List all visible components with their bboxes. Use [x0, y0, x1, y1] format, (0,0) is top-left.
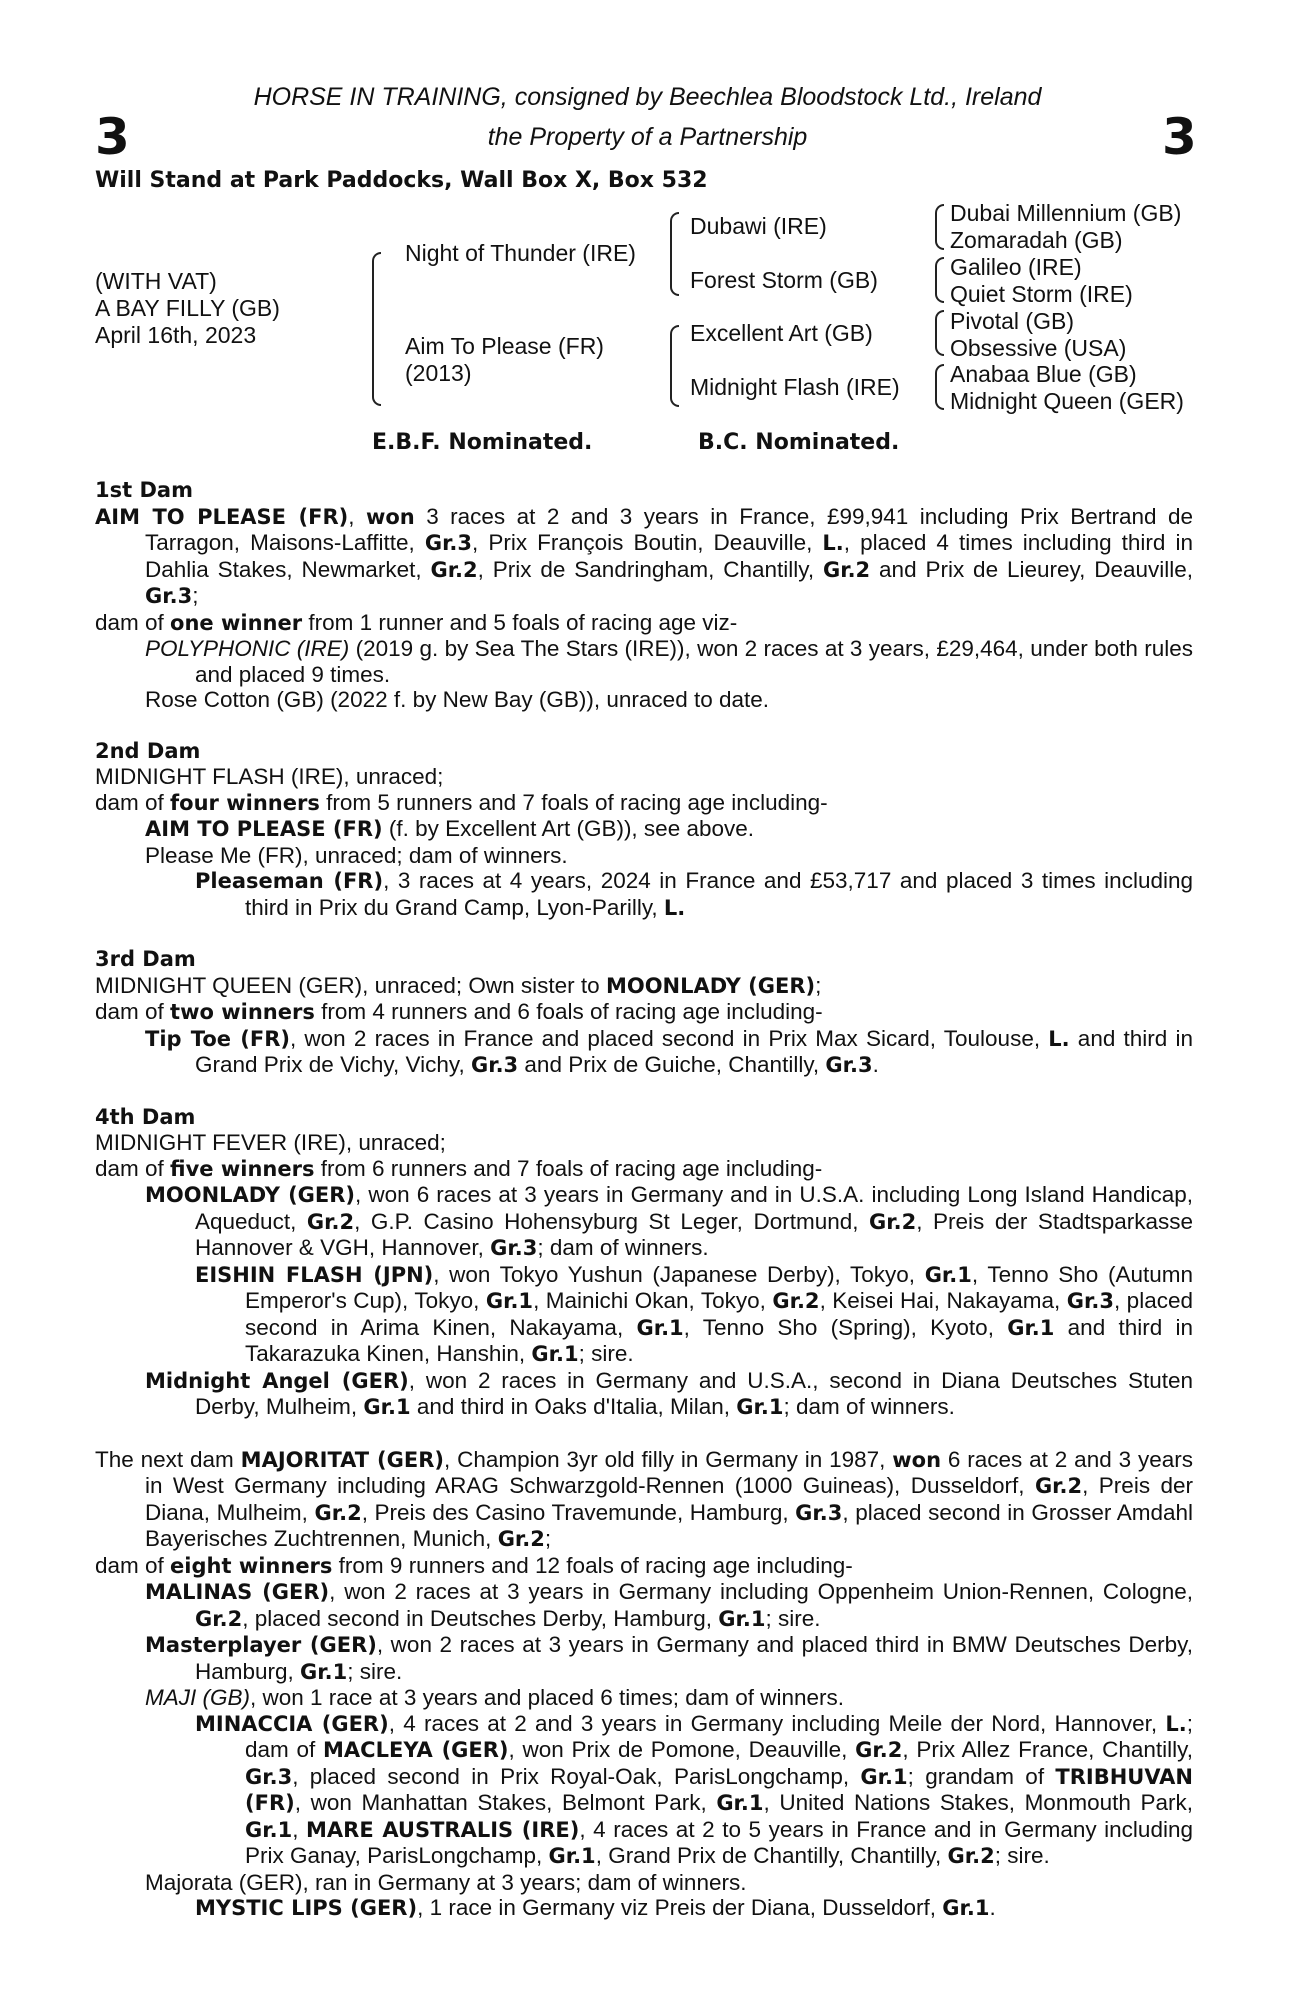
text-run: , Preis des Casino Travemunde, Hamburg,	[361, 1499, 796, 1525]
text-run: dam of	[95, 999, 171, 1024]
pedigree-sire: Night of Thunder (IRE)	[405, 240, 636, 266]
bold-text: Tip Toe (FR)	[145, 1026, 290, 1051]
text-run: dam of	[95, 609, 171, 635]
text-run: , placed second in Arima Kinen, Nakayama,	[245, 1288, 1193, 1340]
text-run: Majorata (GER), ran in Germany at 3 years; dam of winners.	[145, 1869, 747, 1895]
text-run: ; sire.	[765, 1605, 821, 1631]
brace-parents	[372, 252, 381, 406]
pedigree-g2: Zomaradah (GB)	[950, 227, 1123, 253]
pedigree-paragraph	[95, 1553, 1193, 1580]
bold-text: Gr.3	[470, 1053, 519, 1077]
bold-text: Gr.2	[869, 1209, 917, 1234]
text-run: , Prix Allez France, Chantilly,	[902, 1737, 1194, 1762]
text-run: and third in Takarazuka Kinen, Hanshin,	[245, 1314, 1193, 1366]
bold-text: MACLEYA (GER)	[323, 1738, 509, 1762]
pedigree-sire-dam: Forest Storm (GB)	[690, 267, 878, 293]
bold-text: five winners	[170, 1156, 315, 1181]
text-run: , 4 races at 2 and 3 years in Germany including Meile der Nord, Hannover,	[388, 1710, 1166, 1736]
text-run: , won 2 races at 3 years in Germany including Oppenheim Union-Rennen, Cologne,	[329, 1579, 1193, 1604]
bold-text: Gr.1	[1007, 1315, 1055, 1340]
section-heading: 1st Dam	[95, 478, 193, 502]
pedigree-paragraph	[95, 1130, 1193, 1156]
pedigree-paragraph	[95, 1262, 1193, 1368]
vat-label: (WITH VAT)	[95, 268, 217, 294]
text-run: MIDNIGHT FLASH (IRE), unraced;	[95, 764, 444, 789]
text-run: ;	[815, 972, 822, 998]
pedigree-paragraph	[95, 1026, 1193, 1079]
text-run: dam of	[95, 789, 171, 815]
text-run: MIDNIGHT QUEEN (GER), unraced; Own sister to	[95, 972, 606, 998]
pedigree-paragraph	[95, 1182, 1193, 1262]
text-run: ; dam of	[245, 1710, 1194, 1762]
text-run: Rose Cotton (GB) (2022 f. by New Bay (GB)), unraced to date.	[145, 687, 770, 712]
pedigree-paragraph	[95, 687, 1193, 713]
text-run: dam of	[95, 1155, 171, 1181]
pedigree-dam-dam: Midnight Flash (IRE)	[690, 374, 900, 400]
text-run: , Tenno Sho (Autumn Emperor's Cup), Tokyo,	[245, 1261, 1193, 1313]
text-run: , Preis der Stadtsparkasse Hannover & VGH, Hannover,	[195, 1208, 1193, 1260]
bold-text: Gr.1	[485, 1289, 534, 1313]
text-run: , Champion 3yr old filly in Germany in 1987,	[444, 1446, 893, 1472]
bold-text: AIM TO PLEASE (FR)	[145, 817, 383, 841]
bold-text: EISHIN FLASH (JPN)	[195, 1262, 434, 1287]
stand-info: Will Stand at Park Paddocks, Wall Box X, Box 532	[95, 168, 708, 193]
bold-text: Gr.2	[497, 1527, 545, 1551]
bold-text: Gr.1	[860, 1764, 908, 1789]
pedigree-paragraph	[95, 610, 1193, 637]
italic-text: POLYPHONIC (IRE)	[145, 636, 350, 661]
bold-text: won	[892, 1447, 942, 1472]
text-run: , Grand Prix de Chantilly, Chantilly,	[595, 1843, 948, 1868]
lot-number-right: 3	[1162, 108, 1197, 166]
text-run: , 3 races at 4 years, 2024 in France and £53,717 and placed 3 times including third in Prix du Grand Camp, Lyon-Parilly,	[245, 868, 1193, 920]
text-run: , United Nations Stakes, Monmouth Park,	[763, 1790, 1193, 1815]
text-run: ; dam of winners.	[537, 1235, 709, 1260]
bold-text: MARE AUSTRALIS (IRE)	[306, 1817, 580, 1842]
ebf-nomination: E.B.F. Nominated.	[372, 430, 593, 455]
text-run: , Mainichi Okan, Tokyo,	[533, 1288, 773, 1313]
bold-text: Gr.2	[772, 1289, 820, 1313]
text-run: (f. by Excellent Art (GB)), see above.	[382, 816, 755, 841]
bold-text: Gr.1	[924, 1262, 972, 1287]
text-run: , placed 4 times including third in Dahlia Stakes, Newmarket,	[145, 530, 1193, 582]
pedigree-paragraph	[95, 973, 1193, 1000]
text-run: , G.P. Casino Hohensyburg St Leger, Dortmund,	[354, 1208, 870, 1234]
pedigree-paragraph	[95, 790, 1193, 817]
bold-text: MALINAS (GER)	[145, 1580, 330, 1604]
text-run: ; sire.	[347, 1658, 403, 1684]
text-run: , Keisei Hai, Nakayama,	[819, 1288, 1067, 1313]
bold-text: MOONLADY (GER)	[605, 973, 816, 998]
pedigree-paragraph	[95, 1632, 1193, 1685]
bold-text: Pleaseman (FR)	[195, 869, 384, 893]
bold-text: MOONLADY (GER)	[145, 1183, 356, 1207]
bold-text: two winners	[170, 1000, 315, 1024]
bold-text: L.	[1048, 1026, 1070, 1051]
text-run: ;	[192, 583, 199, 608]
text-run: ; dam of winners.	[783, 1394, 955, 1419]
text-run: and third in Oaks d'Italia, Milan,	[410, 1394, 737, 1419]
text-run: , won 2 races in Germany and U.S.A., second in Diana Deutsches Stuten Derby, Mulheim,	[195, 1367, 1193, 1419]
pedigree-dam-sire: Excellent Art (GB)	[690, 320, 873, 346]
section-heading: 4th Dam	[95, 1104, 196, 1129]
text-run: , won 1 race at 3 years and placed 6 times; dam of winners.	[250, 1685, 845, 1710]
pedigree-g4: Quiet Storm (IRE)	[950, 281, 1133, 307]
bold-text: Gr.1	[245, 1817, 293, 1842]
text-run: , won 2 races in France and placed second in Prix Max Sicard, Toulouse,	[289, 1025, 1049, 1051]
dam-section	[95, 1105, 1193, 1421]
text-run: from 6 runners and 7 foals of racing age including-	[314, 1155, 823, 1181]
text-run: , 4 races at 2 to 5 years in France and in Germany including Prix Ganay, ParisLongchamp,	[245, 1816, 1193, 1868]
pedigree-paragraph	[95, 1685, 1193, 1711]
pedigree-dam-year: (2013)	[405, 360, 472, 386]
text-run: (2019 g. by Sea The Stars (IRE)), won 2 races at 3 years, £29,464, under both rules and placed 9 times.	[195, 636, 1194, 687]
bold-text: Gr.1	[548, 1844, 596, 1868]
dam-section	[95, 947, 1193, 1079]
bold-text: four winners	[170, 790, 320, 815]
bold-text: TRIBHUVAN (FR)	[245, 1764, 1193, 1815]
text-run: , Preis der Diana, Mulheim,	[145, 1473, 1193, 1525]
bold-text: Gr.1	[942, 1896, 990, 1920]
text-run: , placed second in Deutsches Derby, Hamburg,	[242, 1605, 719, 1631]
bold-text: L.	[663, 895, 686, 920]
bold-text: MAJORITAT (GER)	[240, 1447, 444, 1472]
pedigree-paragraph	[95, 999, 1193, 1026]
produce-record	[95, 478, 1193, 1948]
text-run: and third in Grand Prix de Vichy, Vichy,	[195, 1025, 1194, 1077]
pedigree-g8: Midnight Queen (GER)	[950, 388, 1184, 414]
pedigree-g1: Dubai Millennium (GB)	[950, 200, 1182, 226]
pedigree-paragraph	[95, 504, 1193, 610]
bold-text: MYSTIC LIPS (GER)	[195, 1896, 418, 1920]
pedigree-paragraph	[95, 843, 1193, 869]
italic-text: MAJI (GB)	[145, 1685, 250, 1710]
dam-section	[95, 1447, 1193, 1922]
text-run: ; sire.	[994, 1843, 1050, 1868]
brace-g4	[935, 364, 944, 410]
bold-text: eight winners	[170, 1553, 333, 1578]
text-run: Please Me (FR), unraced; dam of winners.	[145, 842, 568, 868]
dam-section	[95, 739, 1193, 922]
text-run: .	[872, 1052, 879, 1077]
text-run: ,	[292, 1816, 307, 1842]
bold-text: L.	[822, 531, 844, 555]
bold-text: won	[365, 504, 415, 529]
consignor-line: HORSE IN TRAINING, consigned by Beechlea Bloodstock Ltd., Ireland	[253, 83, 1042, 111]
text-run: , won Tokyo Yushun (Japanese Derby), Tokyo,	[433, 1261, 925, 1287]
brace-g3	[935, 310, 944, 356]
pedigree-paragraph	[95, 1368, 1193, 1421]
text-run: , 1 race in Germany viz Preis der Diana, Dusseldorf,	[417, 1895, 943, 1920]
bold-text: one winner	[170, 610, 303, 635]
pedigree-paragraph	[95, 764, 1193, 790]
text-run: The next dam	[95, 1446, 241, 1472]
pedigree-paragraph	[95, 1870, 1193, 1896]
brace-sire	[670, 212, 679, 296]
text-run: , Prix de Sandringham, Chantilly,	[477, 556, 823, 582]
brace-g2	[935, 257, 944, 303]
text-run: 6 races at 2 and 3 years in West Germany including ARAG Schwarzgold-Rennen (1000 Guineas), Dusseldorf,	[145, 1446, 1193, 1498]
text-run: ; sire.	[578, 1341, 634, 1366]
section-heading: 2nd Dam	[95, 738, 201, 763]
pedigree-g6: Obsessive (USA)	[950, 335, 1127, 361]
pedigree-paragraph	[95, 816, 1193, 843]
property-line: the Property of a Partnership	[487, 123, 808, 151]
pedigree-dam: Aim To Please (FR)	[405, 333, 604, 359]
text-run: .	[989, 1895, 996, 1920]
text-run: from 5 runners and 7 foals of racing age including-	[319, 789, 828, 815]
bold-text: Gr.2	[195, 1606, 243, 1631]
text-run: 3 races at 2 and 3 years in France, £99,941 including Prix Bertrand de Tarragon, Maisons-Laffitte,	[145, 503, 1193, 555]
bold-text: Gr.1	[736, 1395, 784, 1419]
text-run: from 9 runners and 12 foals of racing age including-	[332, 1552, 853, 1578]
pedigree-g3: Galileo (IRE)	[950, 254, 1082, 280]
bold-text: Gr.1	[300, 1659, 348, 1684]
text-run: dam of	[95, 1552, 171, 1578]
bold-text: AIM TO PLEASE (FR)	[95, 504, 349, 529]
bc-nomination: B.C. Nominated.	[698, 430, 900, 455]
dam-section	[95, 478, 1193, 713]
bold-text: Gr.2	[1034, 1474, 1083, 1498]
bold-text: Gr.2	[947, 1844, 995, 1868]
brace-g1	[935, 204, 944, 250]
bold-text: Gr.3	[424, 531, 473, 555]
brace-dam	[670, 325, 679, 407]
bold-text: Gr.2	[314, 1500, 362, 1525]
text-run: , won 6 races at 3 years in Germany and in U.S.A. including Long Island Handicap, Aqueduct,	[195, 1182, 1193, 1234]
pedigree-paragraph	[95, 1895, 1193, 1922]
pedigree-paragraph	[95, 1579, 1193, 1632]
bold-text: Gr.2	[430, 557, 478, 582]
text-run: , won Prix de Pomone, Deauville,	[508, 1737, 856, 1762]
text-run: from 1 runner and 5 foals of racing age viz-	[302, 609, 738, 635]
text-run: ; grandam of	[907, 1763, 1056, 1789]
bold-text: Gr.3	[145, 584, 193, 608]
text-run: , won Manhattan Stakes, Belmont Park,	[294, 1790, 717, 1815]
pedigree-paragraph	[95, 636, 1193, 687]
bold-text: Gr.2	[855, 1738, 903, 1762]
bold-text: Gr.3	[1066, 1289, 1114, 1313]
text-run: from 4 runners and 6 foals of racing age including-	[314, 999, 823, 1024]
horse-name: A BAY FILLY (GB)	[95, 295, 280, 321]
bold-text: L.	[1165, 1711, 1187, 1736]
text-run: , placed second in Prix Royal-Oak, ParisLongchamp,	[292, 1763, 861, 1789]
bold-text: Gr.3	[825, 1053, 873, 1077]
bold-text: Midnight Angel (GER)	[145, 1368, 409, 1393]
bold-text: Masterplayer (GER)	[145, 1633, 377, 1657]
pedigree-sire-sire: Dubawi (IRE)	[690, 213, 827, 239]
pedigree-paragraph	[95, 868, 1193, 921]
pedigree-paragraph	[95, 1447, 1193, 1553]
foaling-date: April 16th, 2023	[95, 322, 257, 348]
text-run: , won 2 races at 3 years in Germany and placed third in BMW Deutsches Derby, Hamburg,	[195, 1632, 1193, 1684]
section-heading: 3rd Dam	[95, 947, 196, 971]
text-run: MIDNIGHT FEVER (IRE), unraced;	[95, 1130, 446, 1155]
pedigree-g7: Anabaa Blue (GB)	[950, 361, 1137, 387]
text-run: and Prix de Lieurey, Deauville,	[870, 556, 1193, 582]
bold-text: Gr.1	[363, 1395, 411, 1419]
bold-text: Gr.3	[795, 1500, 843, 1525]
pedigree-paragraph	[95, 1711, 1193, 1870]
pedigree-paragraph	[95, 1156, 1193, 1183]
text-run: , Prix François Boutin, Deauville,	[472, 530, 823, 555]
text-run: ;	[544, 1526, 552, 1551]
bold-text: Gr.2	[822, 557, 871, 582]
bold-text: Gr.2	[306, 1209, 355, 1234]
text-run: ,	[348, 503, 366, 529]
bold-text: Gr.1	[531, 1342, 579, 1366]
text-run: and Prix de Guiche, Chantilly,	[518, 1052, 826, 1077]
bold-text: MINACCIA (GER)	[195, 1711, 389, 1736]
bold-text: Gr.1	[716, 1791, 764, 1815]
bold-text: Gr.1	[718, 1606, 766, 1631]
text-run: , placed second in Grosser Amdahl Bayerisches Zuchtrennen, Munich,	[145, 1499, 1193, 1551]
lot-number-left: 3	[95, 108, 130, 166]
bold-text: Gr.3	[245, 1764, 293, 1789]
text-run: , Tenno Sho (Spring), Kyoto,	[683, 1314, 1008, 1340]
bold-text: Gr.1	[636, 1315, 684, 1340]
pedigree-g5: Pivotal (GB)	[950, 308, 1074, 334]
bold-text: Gr.3	[490, 1236, 538, 1260]
